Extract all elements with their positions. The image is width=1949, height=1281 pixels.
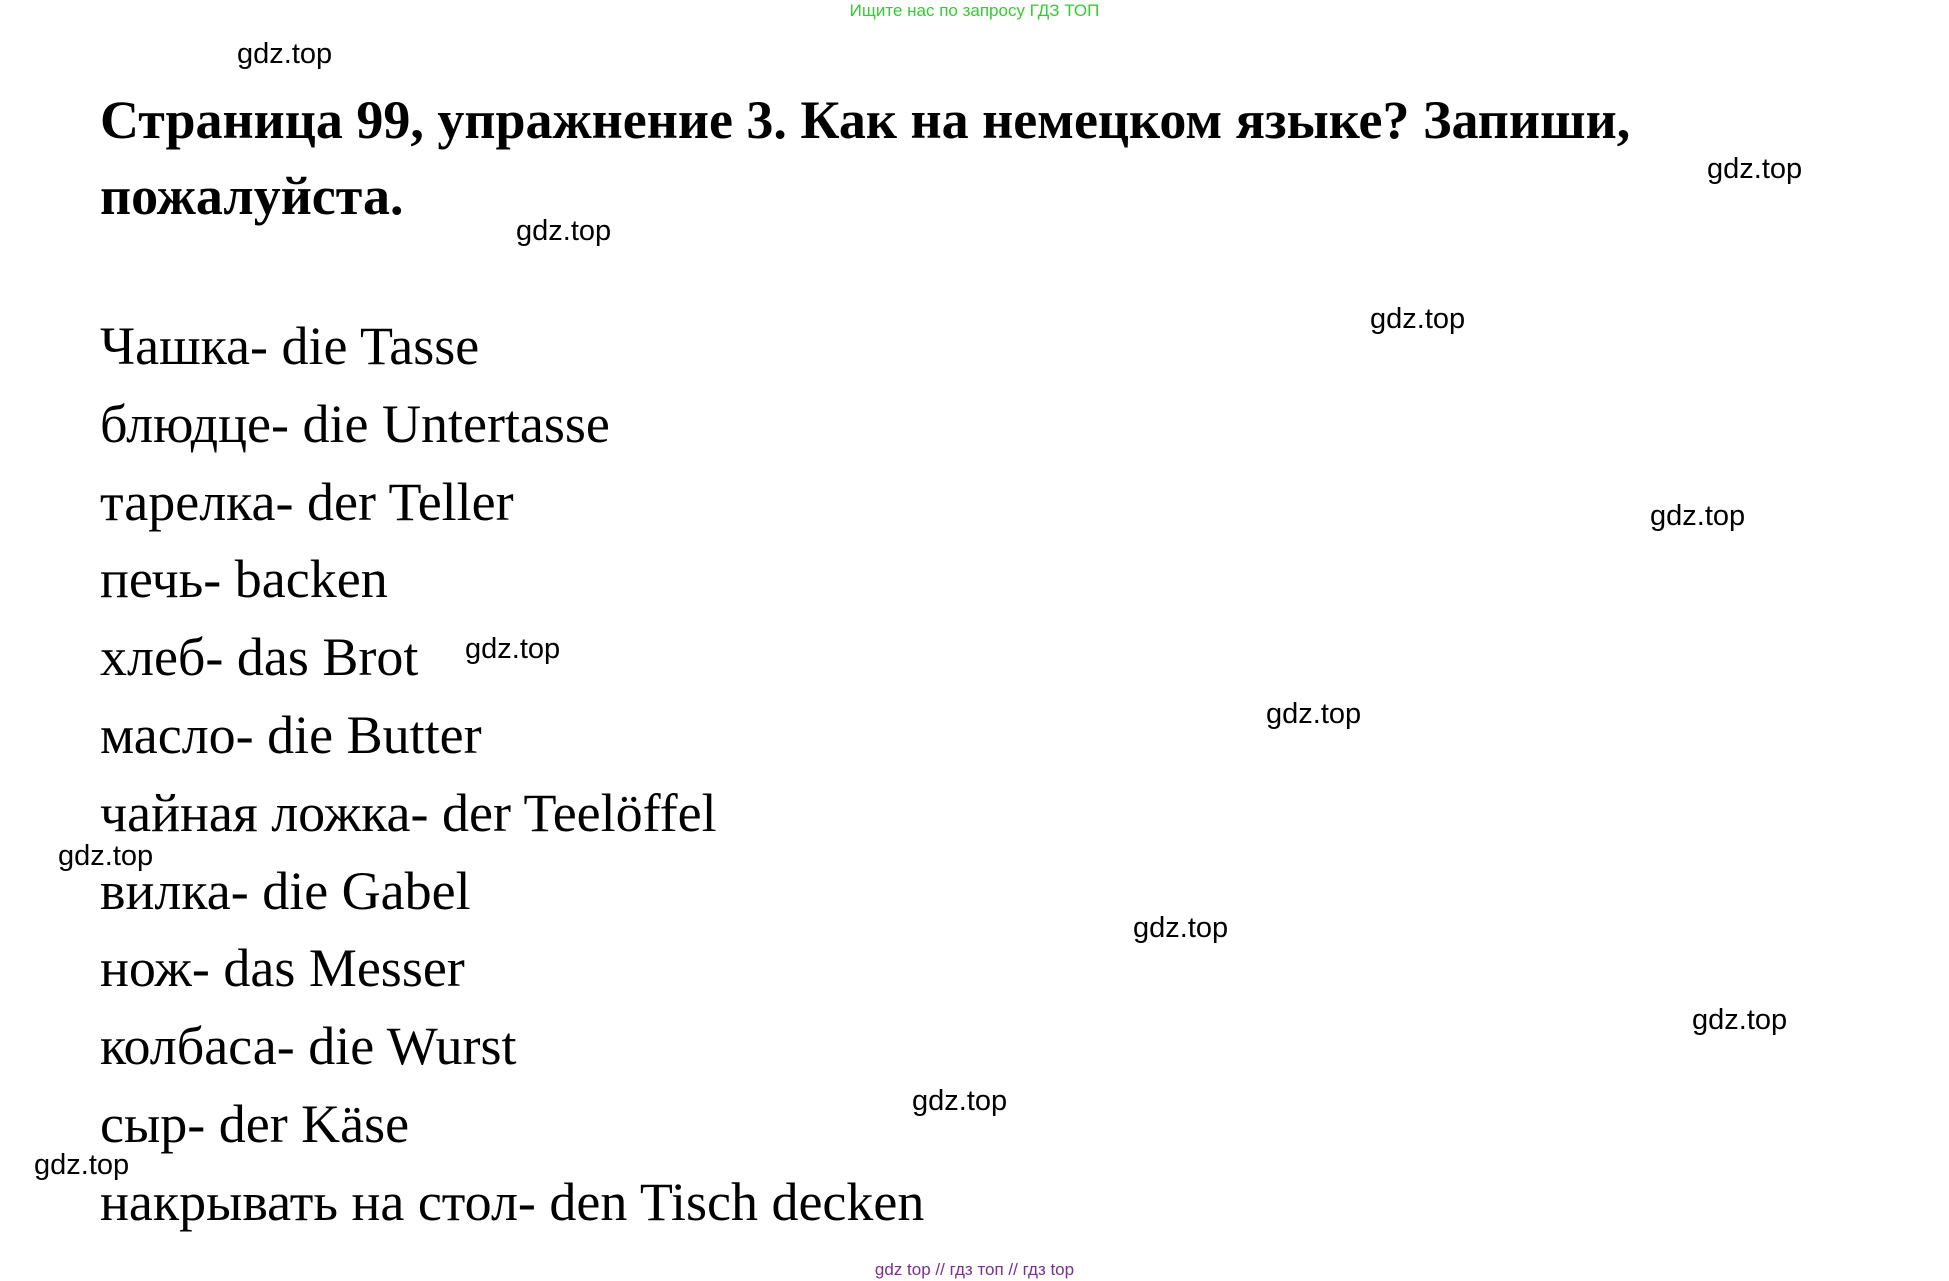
top-banner: Ищите нас по запросу ГДЗ ТОП: [849, 1, 1100, 20]
watermark: gdz.top: [1692, 1004, 1788, 1036]
watermark: gdz.top: [1650, 500, 1746, 532]
vocabulary-item: Чашка- die Tasse: [100, 316, 480, 376]
vocabulary-item: колбаса- die Wurst: [100, 1016, 517, 1077]
vocabulary-item: печь- backen: [100, 549, 388, 610]
vocabulary-list: [100, 308, 924, 1242]
watermark: gdz.top: [912, 1085, 1008, 1117]
watermark: gdz.top: [58, 840, 154, 872]
vocabulary-item: вилка- die Gabel: [100, 860, 471, 921]
watermark: gdz.top: [1133, 912, 1229, 944]
watermark: gdz.top: [1707, 153, 1803, 185]
vocabulary-item: накрывать на стол- den Tisch decken: [100, 1171, 925, 1232]
vocabulary-item: масло- die Butter: [100, 704, 482, 765]
vocabulary-item: сыр- der Käse: [100, 1093, 410, 1154]
watermark: gdz.top: [516, 215, 612, 247]
vocabulary-item: тарелка- der Teller: [100, 471, 514, 532]
watermark: gdz.top: [34, 1149, 130, 1181]
exercise-title: Страница 99, упражнение 3. Как на немецком языке? Запиши, пожалуйста.: [100, 90, 1631, 226]
watermark: gdz.top: [237, 38, 333, 70]
vocabulary-item: хлеб- das Brot: [100, 627, 419, 688]
watermark: gdz.top: [1370, 303, 1466, 335]
watermark: gdz.top: [1266, 698, 1362, 730]
vocabulary-item: нож- das Messer: [100, 938, 465, 999]
watermark: gdz.top: [465, 633, 561, 665]
vocabulary-item: блюдце- die Untertasse: [100, 393, 610, 454]
footer-banner: gdz top // гдз топ // гдз top: [874, 1260, 1075, 1279]
vocabulary-item: чайная ложка- der Teelöffel: [100, 782, 717, 843]
